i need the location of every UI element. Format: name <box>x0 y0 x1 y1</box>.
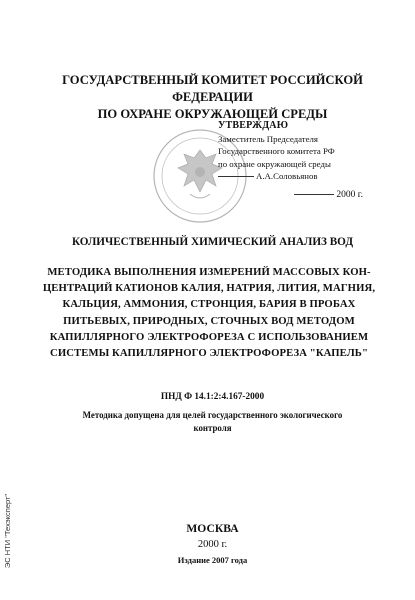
committee-line-2: ПО ОХРАНЕ ОКРУЖАЮЩЕЙ СРЕДЫ <box>97 107 328 121</box>
approval-note <box>40 409 385 434</box>
document-code: ПНД Ф 14.1:2:4.167-2000 <box>160 392 265 402</box>
edition-note: Издание 2007 года <box>177 555 248 565</box>
note-line-1: Методика допущена для целей государственного экологического <box>82 410 343 420</box>
committee-header <box>40 72 385 123</box>
method-title <box>28 264 390 361</box>
subject-heading: КОЛИЧЕСТВЕННЫЙ ХИМИЧЕСКИЙ АНАЛИЗ ВОД <box>71 236 354 248</box>
approval-heading: УТВЕРЖДАЮ <box>218 120 289 131</box>
approval-line-2: Государственного комитета РФ <box>218 146 335 156</box>
approval-block <box>218 120 393 201</box>
method-title-line: КАПИЛЛЯРНОГО ЭЛЕКТРОФОРЕЗА С ИСПОЛЬЗОВАНИЕМ <box>49 330 369 343</box>
signature-row <box>218 170 393 183</box>
method-title-line: КАЛЬЦИЯ, АММОНИЯ, СТРОНЦИЯ, БАРИЯ В ПРОБАХ <box>62 298 356 311</box>
approval-date: 2000 г. <box>336 189 363 200</box>
signature-line <box>218 176 254 177</box>
approval-line-1: Заместитель Председателя <box>218 133 318 144</box>
date-blank-line <box>294 194 334 195</box>
committee-line-1: ГОСУДАРСТВЕННЫЙ КОМИТЕТ РОССИЙСКОЙ ФЕДЕРАЦИИ <box>62 73 363 104</box>
method-title-line: ЦЕНТРАЦИЙ КАТИОНОВ КАЛИЯ, НАТРИЯ, ЛИТИЯ, МАГНИЯ, <box>42 282 376 295</box>
approval-line-3: по охране окружающей среды <box>218 158 331 169</box>
publication-year: 2000 г. <box>197 539 228 550</box>
method-title-line: СИСТЕМЫ КАПИЛЛЯРНОГО ЭЛЕКТРОФОРЕЗА "КАПЕЛЬ" <box>50 347 368 360</box>
publication-city: МОСКВА <box>186 522 239 535</box>
note-line-2: контроля <box>193 422 232 433</box>
method-title-line: МЕТОДИКА ВЫПОЛНЕНИЯ ИЗМЕРЕНИЙ МАССОВЫХ КОН- <box>47 266 371 278</box>
side-watermark-stamp: ЭС НТИ "Техэксперт" <box>3 493 12 569</box>
signatory-name: А.А.Соловьянов <box>256 171 318 181</box>
method-title-line: ПИТЬЕВЫХ, ПРИРОДНЫХ, СТОЧНЫХ ВОД МЕТОДОМ <box>63 314 355 327</box>
approval-date-row <box>218 189 393 202</box>
